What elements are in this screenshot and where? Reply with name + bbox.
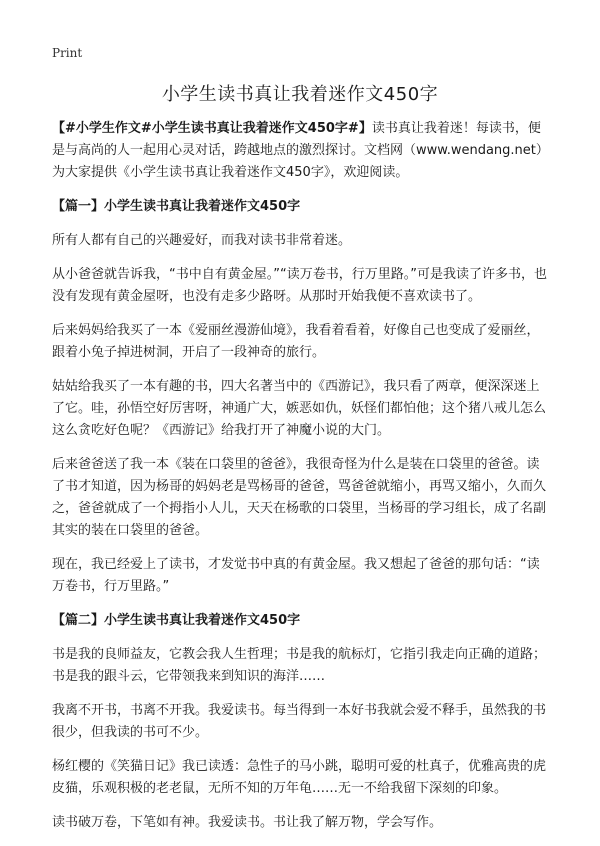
intro-paragraph bbox=[52, 118, 552, 184]
paragraph: 后来妈妈给我买了一本《爱丽丝漫游仙境》，我看着看着，好像自己也变成了爱丽丝，跟着小兔子掉进树洞，开启了一段神奇的旅行。 bbox=[52, 323, 540, 360]
paragraph: 书是我的良师益友，它教会我人生哲理；书是我的航标灯，它指引我走向正确的道路；书是我的跟斗云，它带领我来到知识的海洋…… bbox=[52, 647, 547, 684]
paragraph: 后来爸爸送了我一本《装在口袋里的爸爸》，我很奇怪为什么是装在口袋里的爸爸。读了书才知道，因为杨哥的妈妈老是骂杨哥的爸爸，骂爸爸就缩小，再骂又缩小，久而久之，爸爸就成了一个拇指小人儿，天天在杨歌的口袋里，当杨哥的学习组长，成了名副其实的装在口袋里的爸爸。 bbox=[52, 457, 547, 538]
paragraph: 现在，我已经爱上了读书，才发觉书中真的有黄金屋。我又想起了爸爸的那句话：“读万卷书，行万里路。” bbox=[52, 557, 540, 594]
page-title: 小学生读书真让我着迷作文450字 bbox=[161, 84, 439, 105]
paragraph: 所有人都有自己的兴趣爱好，而我对读书非常着迷。 bbox=[52, 233, 352, 248]
intro-tag: 【#小学生作文#小学生读书真让我着迷作文450字#】 bbox=[52, 121, 372, 136]
intro-text: 读书真让我着迷！每读书，便是与高尚的人一起用心灵对话，跨越地点的激烈探讨。文档网（www.wendang.net）为大家提供《小学生读书真让我着迷作文450字》，欢迎阅读。 bbox=[52, 121, 549, 180]
section-1 bbox=[52, 196, 552, 598]
paragraph: 从小爸爸就告诉我，“书中自有黄金屋。”“读万卷书，行万里路。”可是我读了许多书，也没有发现有黄金屋呀，也没有走多少路呀。从那时开始我便不喜欢读书了。 bbox=[52, 267, 547, 304]
section-heading: 【篇一】小学生读书真让我着迷作文450字 bbox=[52, 199, 301, 214]
article-body bbox=[52, 118, 552, 846]
paragraph: 我离不开书，书离不开我。我爱读书。每当得到一本好书我就会爱不释手，虽然我的书很少，但我读的书可不少。 bbox=[52, 703, 547, 740]
section-heading: 【篇二】小学生读书真让我着迷作文450字 bbox=[52, 613, 301, 628]
section-2 bbox=[52, 610, 552, 834]
print-label: Print bbox=[52, 46, 83, 60]
paragraph: 读书破万卷，下笔如有神。我爱读书。书让我了解万物，学会写作。 bbox=[52, 815, 443, 830]
paragraph: 姑姑给我买了一本有趣的书，四大名著当中的《西游记》，我只看了两章，便深深迷上了它。哇，孙悟空好厉害呀，神通广大，嫉恶如仇，妖怪们都怕他；这个猪八戒儿怎么这么贪吃好色呢？《西游记》给我打开了神魔小说的大门。 bbox=[52, 379, 547, 438]
paragraph: 杨红樱的《笑猫日记》我已读透：急性子的马小跳，聪明可爱的杜真子，优雅高贵的虎皮猫，乐观积极的老老鼠，无所不知的万年龟……无一不给我留下深刻的印象。 bbox=[52, 759, 547, 796]
